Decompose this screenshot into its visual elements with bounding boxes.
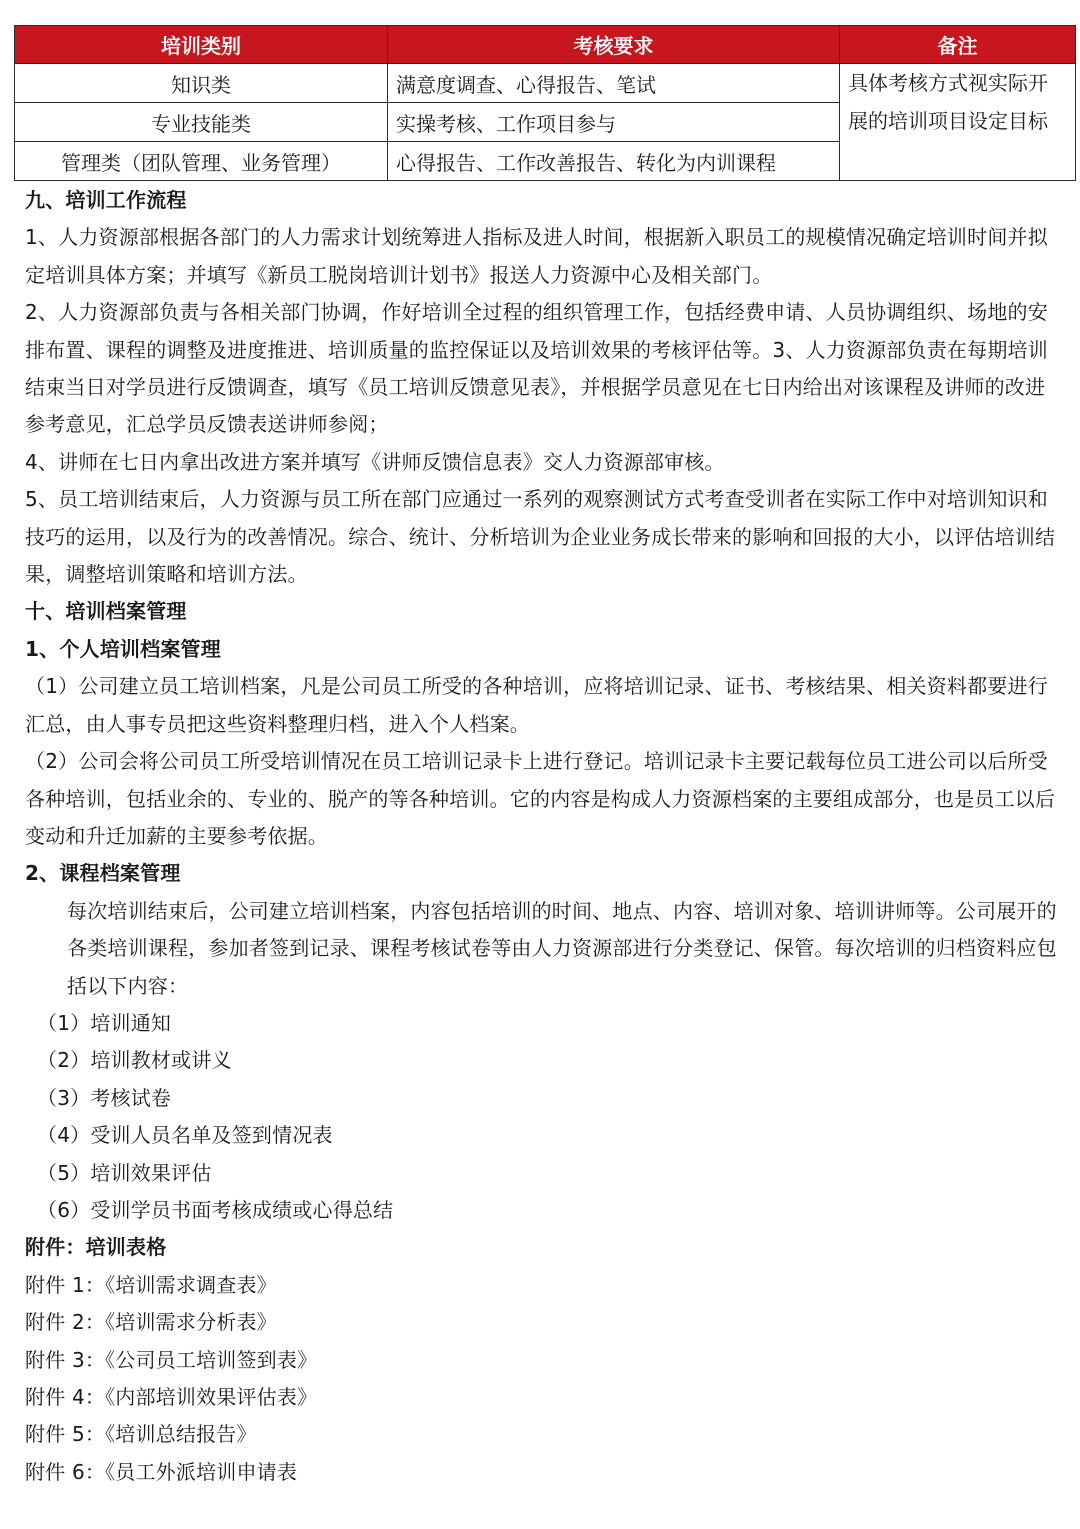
section10-sub1-paragraph-2: （2）公司会将公司员工所受培训情况在员工培训记录卡上进行登记。培训记录卡主要记载每位员工进公司以后所受各种培训，包括业余的、专业的、脱产的等各种培训。它的内容是构成人力资源档案的主要组成部分，也是员工以后变动和升迁加薪的主要参考依据。	[25, 749, 1056, 848]
list-item: （1）培训通知	[37, 1010, 172, 1035]
cell-requirement: 实操考核、工作项目参与	[388, 103, 840, 142]
attachment-item: 附件 5：《培训总结报告》	[25, 1422, 257, 1447]
header-requirement: 考核要求	[388, 26, 840, 64]
cell-category: 专业技能类	[15, 103, 388, 142]
section9-paragraph-5: 5、员工培训结束后，人力资源与员工所在部门应通过一系列的观察测试方式考查受训者在实际工作中对培训知识和技巧的运用，以及行为的改善情况。综合、统计、分析培训为企业业务成长带来的影响和回报的大小，以评估培训结果，调整培训策略和培训方法。	[25, 487, 1056, 587]
section10-title: 十、培训档案管理	[25, 599, 187, 624]
cell-requirement: 满意度调查、心得报告、笔试	[388, 64, 840, 103]
section9-paragraph-1: 1、人力资源部根据各部门的人力需求计划统筹进人指标及进人时间，根据新入职员工的规模情况确定培训时间并拟定培训具体方案；并填写《新员工脱岗培训计划书》报送人力资源中心及相关部门。	[25, 225, 1048, 287]
attachment-item: 附件 2：《培训需求分析表》	[25, 1310, 277, 1335]
section10-sub1-title: 1、个人培训档案管理	[25, 636, 221, 661]
cell-category: 管理类（团队管理、业务管理）	[15, 142, 388, 181]
section9-paragraph-2: 2、人力资源部负责与各相关部门协调，作好培训全过程的组织管理工作，包括经费申请、人员协调组织、场地的安排布置、课程的调整及进度推进、培训质量的监控保证以及培训效果的考核评估等。3、人力资源部负责在每期培训结束当日对学员进行反馈调查，填写《员工培训反馈意见表》，并根据学员意见在七日内给出对该课程及讲师的改进参考意见，汇总学员反馈表送讲师参阅；	[25, 300, 1048, 437]
list-item: （4）受训人员名单及签到情况表	[37, 1123, 333, 1148]
table-header-row	[15, 26, 1076, 64]
section10-sub1-paragraph-1: （1）公司建立员工培训档案，凡是公司员工所受的各种培训，应将培训记录、证书、考核结果、相关资料都要进行汇总，由人事专员把这些资料整理归档，进入个人档案。	[25, 674, 1048, 736]
section9-paragraph-4: 4、讲师在七日内拿出改进方案并填写《讲师反馈信息表》交人力资源部审核。	[25, 449, 725, 474]
cell-requirement: 心得报告、工作改善报告、转化为内训课程	[388, 142, 840, 181]
attachments-title: 附件：培训表格	[25, 1235, 167, 1260]
header-category: 培训类别	[15, 26, 388, 64]
assessment-table	[14, 25, 1076, 181]
attachment-item: 附件 3：《公司员工培训签到表》	[25, 1347, 318, 1372]
cell-category: 知识类	[15, 64, 388, 103]
cell-note: 具体考核方式视实际开展的培训项目设定目标	[840, 64, 1076, 181]
list-item: （5）培训效果评估	[37, 1160, 212, 1185]
attachment-item: 附件 6：《员工外派培训申请表	[25, 1459, 298, 1484]
section10-sub2-title: 2、课程档案管理	[25, 861, 181, 886]
list-item: （2）培训教材或讲义	[37, 1048, 232, 1073]
header-note: 备注	[840, 26, 1076, 64]
list-item: （3）考核试卷	[37, 1085, 172, 1110]
attachment-item: 附件 1：《培训需求调查表》	[25, 1272, 277, 1297]
table-row	[15, 64, 1076, 103]
section10-sub2-paragraph: 每次培训结束后，公司建立培训档案，内容包括培训的时间、地点、内容、培训对象、培训讲师等。公司展开的各类培训课程，参加者签到记录、课程考核试卷等由人力资源部进行分类登记、保管。每次培训的归档资料应包括以下内容：	[67, 898, 1057, 998]
section9-title: 九、培训工作流程	[25, 188, 187, 212]
list-item: （6）受训学员书面考核成绩或心得总结	[37, 1197, 394, 1222]
document-body	[25, 182, 1060, 1491]
attachment-item: 附件 4：《内部培训效果评估表》	[25, 1385, 318, 1409]
